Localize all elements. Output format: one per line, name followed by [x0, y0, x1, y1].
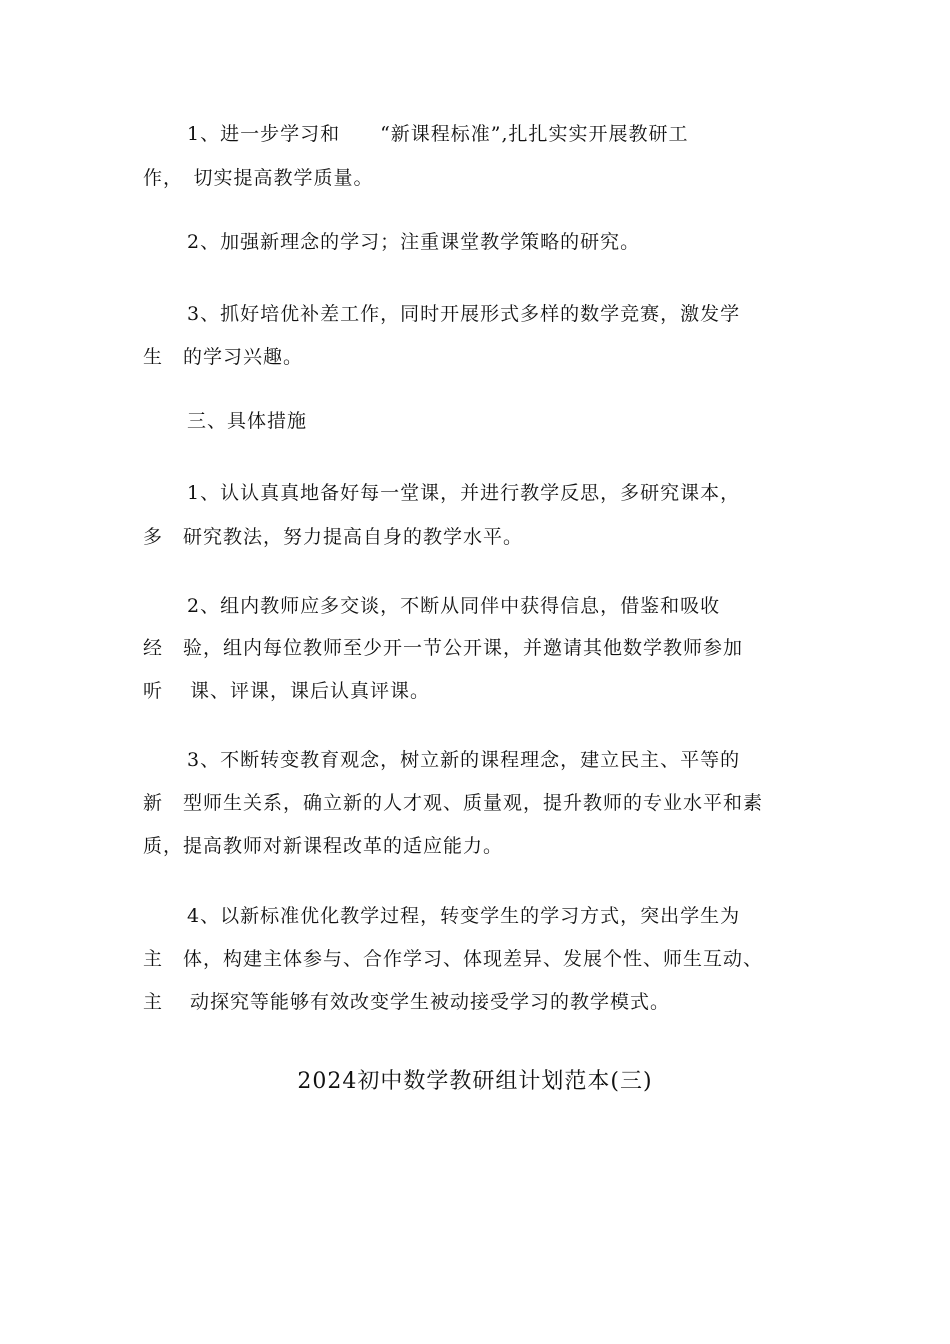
paragraph-7-line-3: 主 动探究等能够有效改变学生被动接受学习的教学模式。: [143, 991, 671, 1013]
paragraph-6-line-1: 3、不断转变教育观念，树立新的课程理念，建立民主、平等的: [187, 749, 741, 771]
paragraph-6-line-3: 质，提高教师对新课程改革的适应能力。: [143, 835, 504, 857]
paragraph-6-line-2: 新 型师生关系，确立新的人才观、质量观，提升教师的专业水平和素: [143, 792, 764, 814]
paragraph-7-line-1: 4、以新标准优化教学过程，转变学生的学习方式，突出学生为: [187, 905, 741, 927]
paragraph-4-line-1: 1、认认真真地备好每一堂课，并进行教学反思，多研究课本，: [187, 482, 741, 504]
paragraph-1-line-2: 作， 切实提高教学质量。: [143, 167, 374, 189]
section-heading: 2024初中数学教研组计划范本(三): [297, 1069, 653, 1094]
paragraph-3-line-1: 3、抓好培优补差工作，同时开展形式多样的数学竞赛，激发学: [187, 303, 741, 325]
section-subheading: 三、具体措施: [187, 410, 308, 432]
paragraph-5-line-1: 2、组内教师应多交谈，不断从同伴中获得信息，借鉴和吸收: [187, 595, 721, 617]
paragraph-7-line-2: 主 体，构建主体参与、合作学习、体现差异、发展个性、师生互动、: [143, 948, 764, 970]
paragraph-5-line-3: 听 课、评课，课后认真评课。: [143, 680, 431, 702]
paragraph-1-line-1: 1、进一步学习和 “新课程标准”,扎扎实实开展教研工: [187, 123, 689, 145]
paragraph-5-line-2: 经 验，组内每位教师至少开一节公开课，并邀请其他数学教师参加: [143, 637, 744, 659]
paragraph-4-line-2: 多 研究教法，努力提高自身的教学水平。: [143, 526, 524, 548]
paragraph-2-line-1: 2、加强新理念的学习；注重课堂教学策略的研究。: [187, 231, 641, 253]
paragraph-3-line-2: 生 的学习兴趣。: [143, 346, 304, 368]
